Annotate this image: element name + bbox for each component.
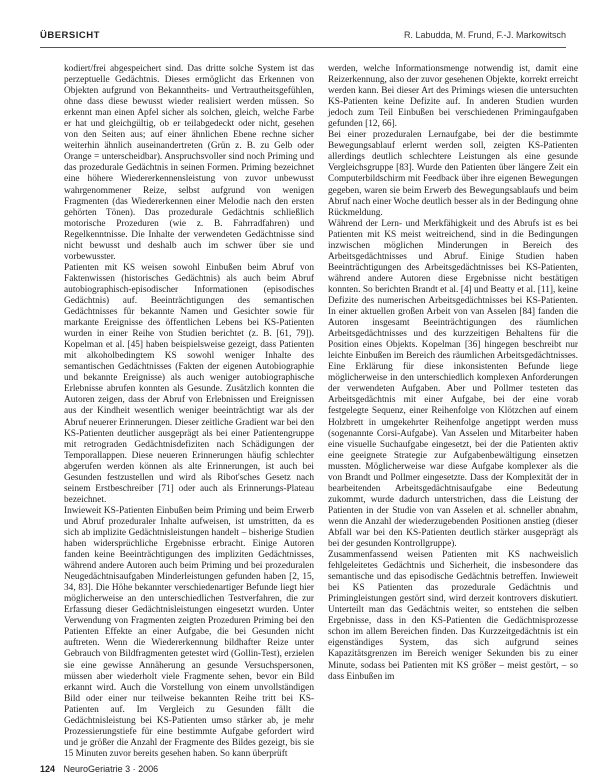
running-header xyxy=(40,30,566,46)
section-label: ÜBERSICHT xyxy=(40,30,100,41)
header-authors: R. Labudda, M. Frund, F.-J. Markowitsch xyxy=(403,30,566,40)
paragraph: werden, welche Informationsmenge notwendig ist, damit eine Reizerkennung, also der zuvor gesehenen Objekte, korrekt erreicht werden kann. Bei dieser Art des Primings wiesen die untersuchten KS-Patienten keine Defizite auf. In anderen Studien wurden jedoch zum Teil Einbußen bei verschiedenen Primingaufgaben gefunden [12, 66]. xyxy=(328,64,578,130)
right-column xyxy=(328,64,578,736)
page-footer xyxy=(40,764,158,774)
paragraph: Patienten mit KS weisen sowohl Einbußen beim Abruf von Faktenwissen (historisches Gedächtnis) als auch beim Abruf autobiographisch-episodischer Informationen (episodisches Gedächtnis) auf. Beeinträchtigungen des semantischen Gedächtnisses für bekannte Namen und Gesichter sowie für markante Ereignisse des öffentlichen Lebens bei KS-Patienten wurden in einer Reihe von Studien berichtet (z. B. [61, 79]). Kopelman et al. [45] haben beispielsweise gezeigt, dass Patienten mit alkoholbedingtem KS sowohl weniger Inhalte des semantischen Gedächtnisses (Fakten der eigenen Autobiographie und bekannte Ereignisse) als auch weniger autobiographische Erlebnisse abrufen konnten als Gesunde. Zusätzlich konnten die Autoren zeigen, dass der Abruf von Erlebnissen und Ereignissen aus der Kindheit wesentlich weniger beeinträchtigt war als der Abruf neuerer Erinnerungen. Dieser zeitliche Gradient war bei den KS-Patienten deutlicher ausgeprägt als bei einer Patientengruppe mit retrograden Gedächtnisdefiziten nach Schädigungen der Temporallappen. Diese neueren Erinnerungen häufig schlechter abgerufen werden können als alte Erinnerungen, ist auch bei Gesunden festzustellen und wird als Ribot'sches Gesetz nach seinem Erstbeschreiber [71] oder auch als Erinnerungs-Plateau bezeichnet. xyxy=(64,262,314,505)
paragraph: Zusammenfassend weisen Patienten mit KS nachweislich fehlgeleitetes Gedächtnis und Sicherheit, die insbesondere das semantische und das episodische Gedächtnis betreffen. Inwieweit bei KS Patienten das prozedurale Gedächtnis und Primingleistungen gestört sind, wird derzeit kontrovers diskutiert. Unterteilt man das Gedächtnis weiter, so entstehen die selben Ergebnisse, dass in den KS-Patienten die Gedächtnisprozesse schon im allem Bereichen finden. Das Kurzzeitgedächtnis ist ein eigenständiges System, das sich aufgrund seines Kapazitätsgrenzen im Bereich weniger Sekunden bis zu einer Minute, sodass bei Patienten mit KS größer – meist gestört, – so dass Einbußen im xyxy=(328,550,578,682)
left-column xyxy=(64,64,314,759)
journal-name: NeuroGeriatrie 3 · 2006 xyxy=(63,764,159,774)
paragraph: Inwieweit KS-Patienten Einbußen beim Priming und beim Erwerb und Abruf prozeduraler Inhalte aufweisen, ist umstritten, da es sich ab implizite Gedächtnisleistungen handelt – bisherige Studien haben widersprüchliche Ergebnisse erbracht. Einige Autoren fanden keine Beeinträchtigungen des impliziten Gedächtnisses, während andere Autoren auch beim Priming und bei prozeduralen Neugedächtnisaufgaben Minderleistungen gefunden haben [2, 15, 34, 83]. Die Höhe bekannter verschiedenartiger Befunde liegt hier möglicherweise an den unterschiedlichen Testverfahren, die zur Erfassung dieser Gedächtnisleistungen eingesetzt wurden. Unter Verwendung von Fragmenten zeigten Prozeduren Priming bei den Patienten Effekte an einer Aufgabe, die bei Gesunden nicht auftreten. Wenn die Wiedererkennung bildhafter Reize unter Gebrauch von Bildfragmenten getestet wird (Gollin-Test), erzielen sie eine gewisse Annäherung an gesunde Versuchspersonen, müssen aber wiederholt viele Fragmente sehen, bevor ein Bild erkannt wird. Auch die Vorstellung von einem unvollständigen Bild oder einer nur teilweise bekannten Reihe tritt bei KS-Patienten auf. Im Vergleich zu Gesunden fällt die Gedächtnisleistung bei KS-Patienten umso stärker ab, je mehr Prozessierungstiefe für eine bestimmte Aufgabe gefordert wird und je größer die Anzahl der Fragmente des Bildes gezeigt, bis sie 15 Minuten zuvor bereits gesehen haben. So kann überprüft xyxy=(64,505,314,759)
paragraph: Während der Lern- und Merkfähigkeit und des Abrufs ist es bei Patienten mit KS meist weitreichend, sind in die Bedingungen inzwischen möglichen Minderungen in Bereich des Arbeitsgedächtnisses und Abruf. Einige Studien haben Beeinträchtigungen des Arbeitsgedächtnisses bei KS-Patienten, während andere Autoren diese Ergebnisse nicht bestätigen konnten. So berichten Brandt et al. [4] und Beatty et al. [11], keine Defizite des numerischen Arbeitsgedächtnisses bei KS-Patienten. In einer aktuellen großen Arbeit von van Asselen [84] fanden die Autoren insgesamt Beeinträchtigungen des räumlichen Arbeitsgedächtnisses und des kurzzeitigen Behaltens für die Position eines Objekts. Kopelman [36] hingegen beschreibt nur leichte Einbußen im Bereich des räumlichen Arbeitsgedächtnisses. Eine Erklärung für diese inkonsistenten Befunde liege möglicherweise in den unterschiedlich komplexen Anforderungen der verwendeten Aufgaben. Aber und Pollmer testeten das Arbeitsgedächtnis mit einer Aufgabe, bei der eine vorab festgelegte Sequenz, einer Reihenfolge von Klötzchen auf einem Holzbrett in umgekehrter Reihenfolge angetippt werden muss (sogenannte Corsi-Aufgabe). Van Asselen und Mitarbeiter haben eine visuelle Suchaufgabe eingesetzt, bei der die Patienten aktiv eine geeignete Strategie zur Aufgabenbewältigung einsetzen mussten. Möglicherweise war diese Aufgabe komplexer als die von Brandt und Pollmer eingesetzte. Dass der Komplexität der in bearbeitenden Arbeitsgedächtnisaufgabe eine Bedeutung zukommt, wurde dadurch unterstrichen, dass die Leistung der Patienten in der Studie von van Asselen et al. schneller abnahm, wenn die Anzahl der wiederzugebenden Positionen anstieg (dieser Abfall war bei den KS-Patienten deutlich stärker ausgeprägt als bei der gesunden Kontrollgruppe). xyxy=(328,218,578,550)
paragraph: kodiert/frei abgespeichert sind. Das dritte solche System ist das perzeptuelle Gedächtnis. Dieses ermöglicht das Erkennen von Objekten aufgrund von Bekanntheits- und Vertrautheitsgefühlen, ohne dass diese bewusst wieder realisiert werden müssen. So erkennt man einen Apfel sicher als solchen, gleich, welche Farbe er hat und gleichgültig, ob er teilabgedeckt oder nicht, gesehen von den Seiten aus; auf einer ähnlichen Ebene rechne sicher weiterhin ähnlich auseinandertreten (Grün z. B. zu Gelb oder Orange = unterscheidbar). Anspruchsvoller sind noch Priming und das prozedurale Gedächtnis in seinen Formen. Priming bezeichnet eine höhere Wiedererkennensleistung von zuvor unbewusst wahrgenommener Reize, selbst aufgrund von wenigen Fragmenten (das Wiedererkennen einer Melodie nach den ersten gehörten Tönen). Das prozedurale Gedächtnis schließlich motorische Prozeduren (wie z. B. Fahrradfahren) und Regelkenntnisse. Die Inhalte der verwendeten Gedächtnisse sind nicht bewusst und deshalb auch im schwer über sie und vorbewusster. xyxy=(64,64,314,262)
header-rule xyxy=(40,47,566,48)
page-number: 124 xyxy=(40,764,56,774)
paragraph: Bei einer prozeduralen Lernaufgabe, bei der die bestimmte Bewegungsablauf erlernt werden soll, zeigten KS-Patienten allerdings deutlich schlechtere Leistungen als eine gesunde Vergleichsgruppe [83]. Wurde den Patienten über längere Zeit ein Computerbildschirm mit Feedback über ihre eigenen Bewegungen gegeben, waren sie beim Erwerb des Bewegungsablaufs und beim Abruf nach einer Woche deutlich besser als in der Bedingung ohne Rückmeldung. xyxy=(328,130,578,218)
